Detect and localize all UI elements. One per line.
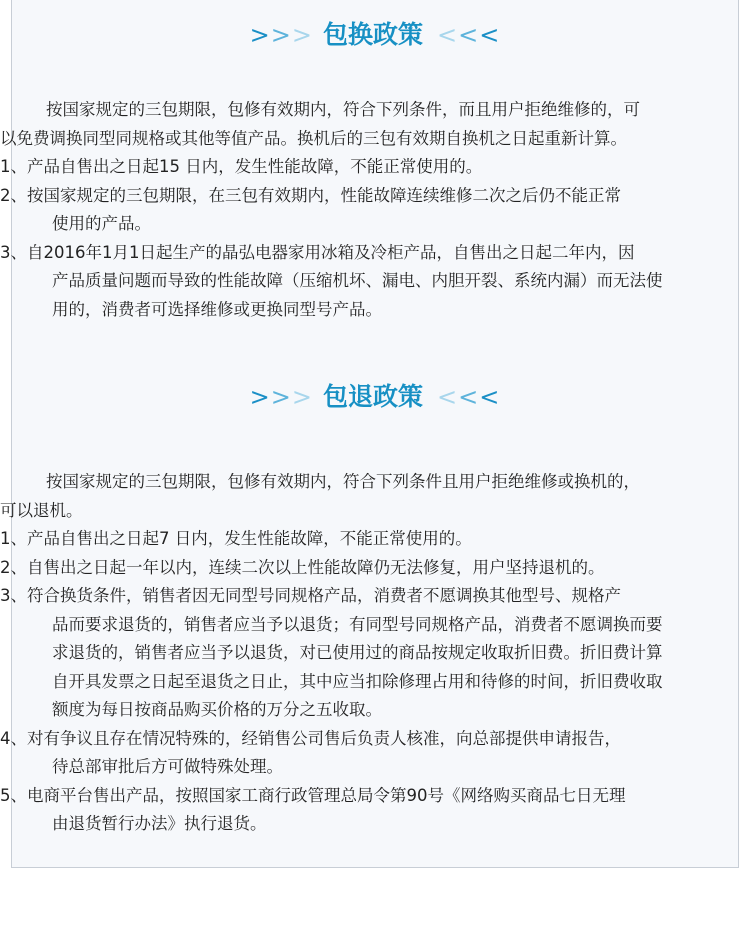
list-item: 1、产品自售出之日起7 日内，发生性能故障，不能正常使用的。 bbox=[0, 529, 472, 548]
chevron-right-decoration-icon: >>> bbox=[249, 383, 313, 411]
list-item: 5、电商平台售出产品，按照国家工商行政管理总局令第90号《网络购买商品七日无理 由退货暂行办法》执行退货。 bbox=[0, 785, 626, 833]
section-heading: 包换政策 bbox=[322, 20, 423, 49]
return-policy-body bbox=[0, 468, 736, 839]
list-item: 4、对有争议且存在情况特殊的，经销售公司售后负责人核准，向总部提供申请报告， 待总部审批后方可做特殊处理。 bbox=[0, 728, 621, 776]
section-heading: 包退政策 bbox=[322, 382, 423, 411]
return-policy-title bbox=[0, 380, 750, 414]
list-item: 1、产品自售出之日起15 日内，发生性能故障，不能正常使用的。 bbox=[0, 157, 483, 176]
intro-paragraph: 按国家规定的三包期限，包修有效期内，符合下列条件，而且用户拒绝维修的，可 以免费调换同型同规格或其他等值产品。换机后的三包有效期自换机之日起重新计算。 bbox=[0, 100, 640, 148]
exchange-policy-title bbox=[0, 18, 750, 52]
list-item: 2、按国家规定的三包期限，在三包有效期内，性能故障连续维修二次之后仍不能正常 使用的产品。 bbox=[0, 185, 621, 233]
list-item: 2、自售出之日起一年以内，连续二次以上性能故障仍无法修复，用户坚持退机的。 bbox=[0, 557, 605, 577]
chevron-right-decoration-icon: >>> bbox=[249, 21, 313, 49]
chevron-left-decoration-icon: <<< bbox=[437, 21, 501, 49]
intro-paragraph: 按国家规定的三包期限，包修有效期内，符合下列条件且用户拒绝维修或换机的， 可以退机。 bbox=[0, 472, 640, 520]
exchange-policy-body bbox=[0, 96, 736, 324]
chevron-left-decoration-icon: <<< bbox=[437, 383, 501, 411]
list-item: 3、自2016年1月1日起生产的晶弘电器家用冰箱及冷柜产品，自售出之日起二年内，因 产品质量问题而导致的性能故障（压缩机坏、漏电、内胆开裂、系统内漏）而无法使 用的，消费者可选择维修或更换同型号产品。 bbox=[0, 242, 663, 319]
list-item: 3、符合换货条件，销售者因无同型号同规格产品，消费者不愿调换其他型号、规格产 品而要求退货的，销售者应当予以退货；有同型号同规格产品，消费者不愿调换而要 求退货的，销售者应当予以退货，对已使用过的商品按规定收取折旧费。折旧费计算 自开具发票之日起至退货之日止，其中应当扣除修理占用和待修的时间，折旧费收取 额度为每日按商品购买价格的万分之五收取。 bbox=[0, 586, 663, 719]
